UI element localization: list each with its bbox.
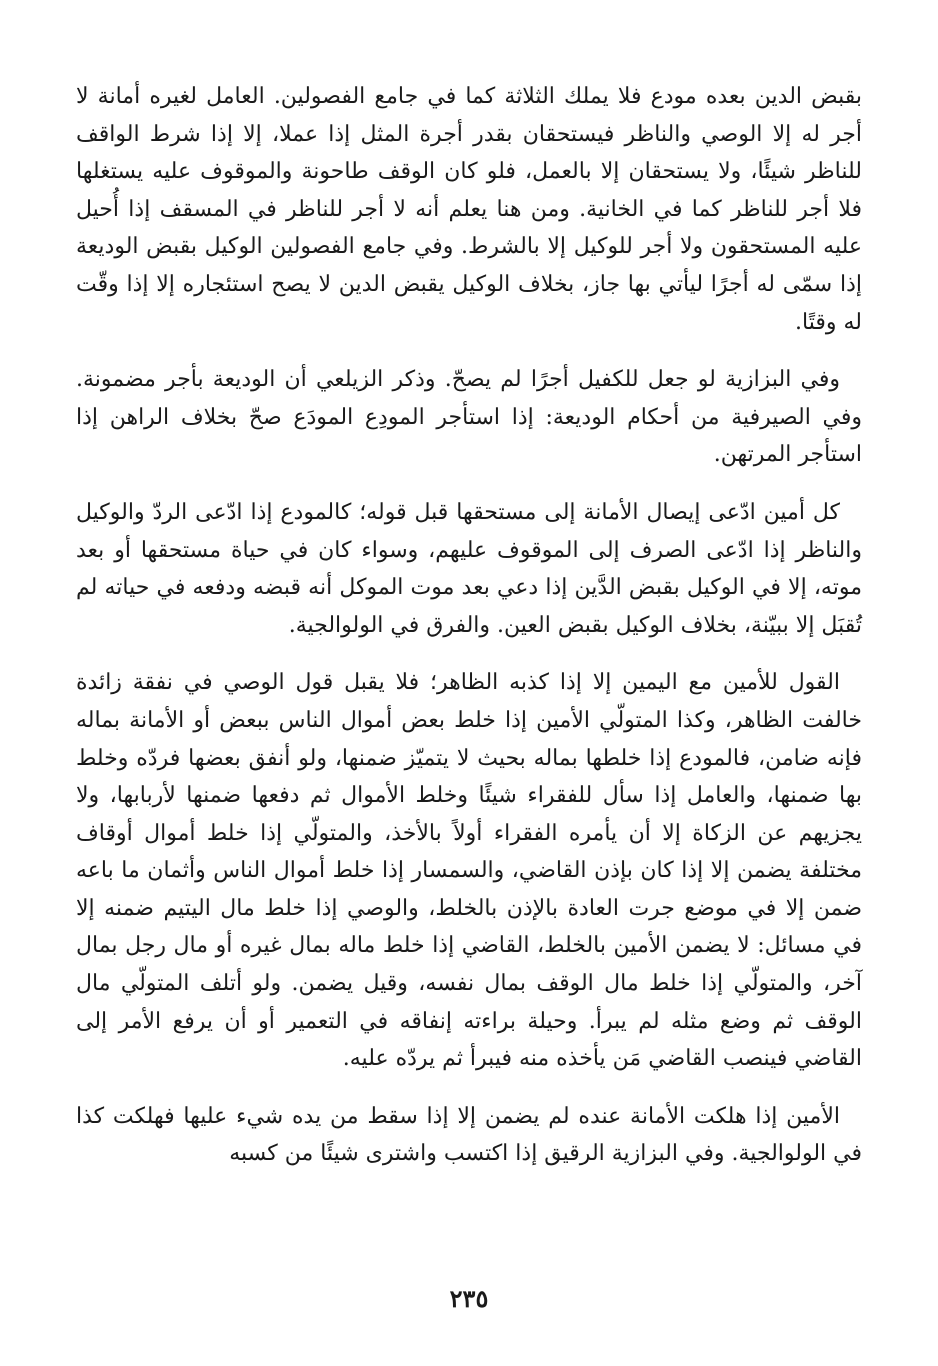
paragraph-2: وفي البزازية لو جعل للكفيل أجرًا لم يصحّ. وذكر الزيلعي أن الوديعة بأجر مضمونة. وفي الصيرفية من أحكام الوديعة: إذا استأجر المودِع المودَع صحّ بخلاف الراهن إذا استأجر المرتهن. (76, 367, 862, 468)
paragraph-4: القول للأمين مع اليمين إلا إذا كذبه الظاهر؛ فلا يقبل قول الوصي في نفقة زائدة خالفت الظاهر، وكذا المتولّي الأمين إذا خلط بعض أموال الناس ببعض أو الأمانة بماله فإنه ضامن، فالمودع إذا خلطها بماله بحيث لا يتميّز ضمنها، ولو أنفق بعضها فردّه وخلط بها ضمنها، والعامل إذا سأل للفقراء شيئًا وخلط الأموال ثم دفعها ضمنها لأربابها، ولا يجزيهم عن الزكاة إلا أن يأمره الفقراء أولاً بالأخذ، والمتولّي إذا خلط أموال أوقاف مختلفة يضمن إلا إذا كان بإذن القاضي، والسمسار إذا خلط أموال الناس وأثمان ما باعه ضمن إلا في موضع جرت العادة بالإذن بالخلط، والوصي إذا خلط مال اليتيم ضمنه إلا في مسائل: لا يضمن الأمين بالخلط، القاضي إذا خلط ماله بمال غيره أو مال رجل بمال آخر، والمتولّي إذا خلط مال الوقف بمال نفسه، وقيل يضمن. ولو أتلف المتولّي مال الوقف ثم وضع مثله لم يبرأ. وحيلة براءته إنفاقه في التعمير أو أن يرفع الأمر إلى القاضي فينصب القاضي مَن يأخذه منه فيبرأ ثم يردّه عليه. (76, 670, 862, 1072)
paragraph-1: بقبض الدين بعده مودع فلا يملك الثلاثة كما في جامع الفصولين. العامل لغيره أمانة لا أجر له إلا الوصي والناظر فيستحقان بقدر أجرة المثل إذا عملا، إلا إذا شرط الواقف للناظر شيئًا، ولا يستحقان إلا بالعمل، فلو كان الوقف طاحونة والموقوف عليه يستغلها فلا أجر للناظر كما في الخانية. ومن هنا يعلم أنه لا أجر للناظر في المسقف إذا أُحيل عليه المستحقون ولا أجر للوكيل إلا بالشرط. وفي جامع الفصولين الوكيل بقبض الوديعة إذا سمّى له أجرًا ليأتي بها جاز، بخلاف الوكيل يقبض الدين لا يصح استئجاره إلا إذا وقّت له وقتًا. (76, 84, 862, 335)
paragraph-3: كل أمين ادّعى إيصال الأمانة إلى مستحقها قبل قوله؛ كالمودع إذا ادّعى الردّ والوكيل والناظر إذا ادّعى الصرف إلى الموقوف عليهم، وسواء كان في حياة مستحقها أو بعد موته، إلا في الوكيل بقبض الدَّين إذا دعي بعد موت الموكل أنه قبضه ودفعه في حياته لم تُقبَل إلا ببيّنة، بخلاف الوكيل بقبض العين. والفرق في الولوالجية. (76, 499, 862, 638)
page-body (76, 78, 862, 1193)
page-number: ٢٣٥ (449, 1284, 489, 1313)
paragraph-5: الأمين إذا هلكت الأمانة عنده لم يضمن إلا إذا سقط من يده شيء عليها فهلكت كذا في الولوالجية. وفي البزازية الرقيق إذا اكتسب واشترى شيئًا من كسبه (76, 1103, 862, 1167)
